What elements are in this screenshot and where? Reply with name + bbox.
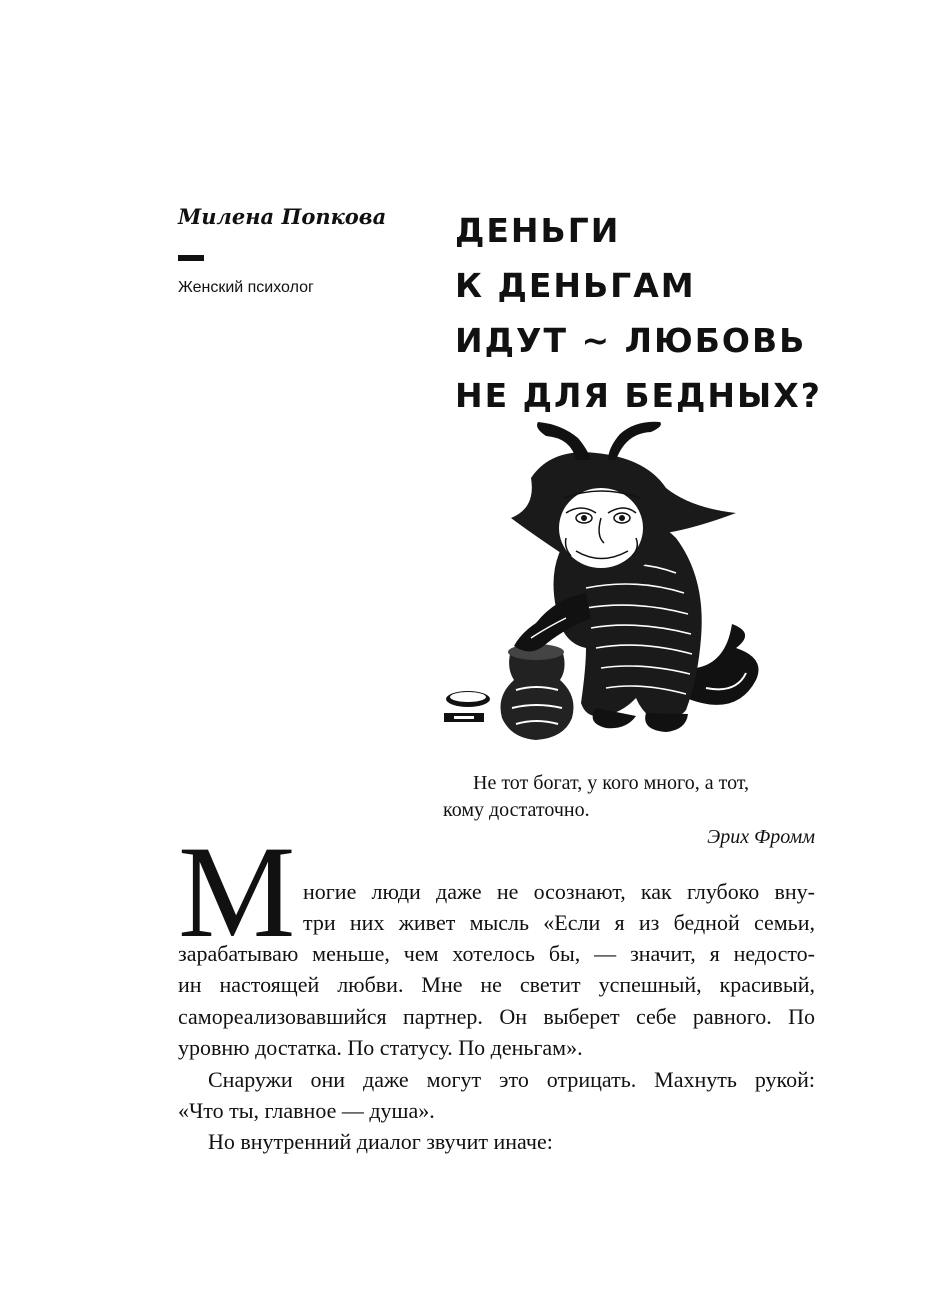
author-divider <box>178 255 204 261</box>
body-line: зарабатываю меньше, чем хотелось бы, — значит, я недосто- <box>178 941 815 966</box>
chapter-title <box>455 203 855 423</box>
body-line: уровню достатка. По статусу. По деньгам». <box>178 1035 583 1060</box>
epigraph-source: Эрих Фромм <box>707 826 815 848</box>
body-line: ин настоящей любви. Мне не светит успешный, красивый, <box>178 972 815 997</box>
body-line: три них живет мысль «Если я из бедной семьи, <box>303 910 815 935</box>
author-role: Женский психолог <box>178 279 314 296</box>
pot-icon <box>501 644 574 740</box>
creature-illustration <box>436 418 831 740</box>
body-line: Снаружи они даже могут это отрицать. Махнуть рукой: <box>208 1067 815 1092</box>
body-line: Но внутренний диалог звучит иначе: <box>208 1129 553 1154</box>
title-line: ИДУТ ~ ЛЮБОВЬ <box>455 321 807 360</box>
author-name: Милена Попкова <box>178 204 387 229</box>
body-line: самореализовавшийся партнер. Он выберет себе равного. По <box>178 1004 815 1029</box>
coin-icon <box>444 691 490 722</box>
epigraph-quote: кому достаточно. <box>443 799 590 821</box>
title-line: ДЕНЬГИ <box>455 211 621 250</box>
epigraph <box>443 770 815 851</box>
body-line: «Что ты, главное — душа». <box>178 1098 435 1123</box>
title-line: НЕ ДЛЯ БЕДНЫХ? <box>455 376 822 415</box>
drop-cap: М <box>178 818 296 965</box>
epigraph-quote: Не тот богат, у кого много, а тот, <box>473 772 750 794</box>
body-line: ногие люди даже не осознают, как глубоко вну- <box>303 879 815 904</box>
title-line: К ДЕНЬГАМ <box>455 266 696 305</box>
